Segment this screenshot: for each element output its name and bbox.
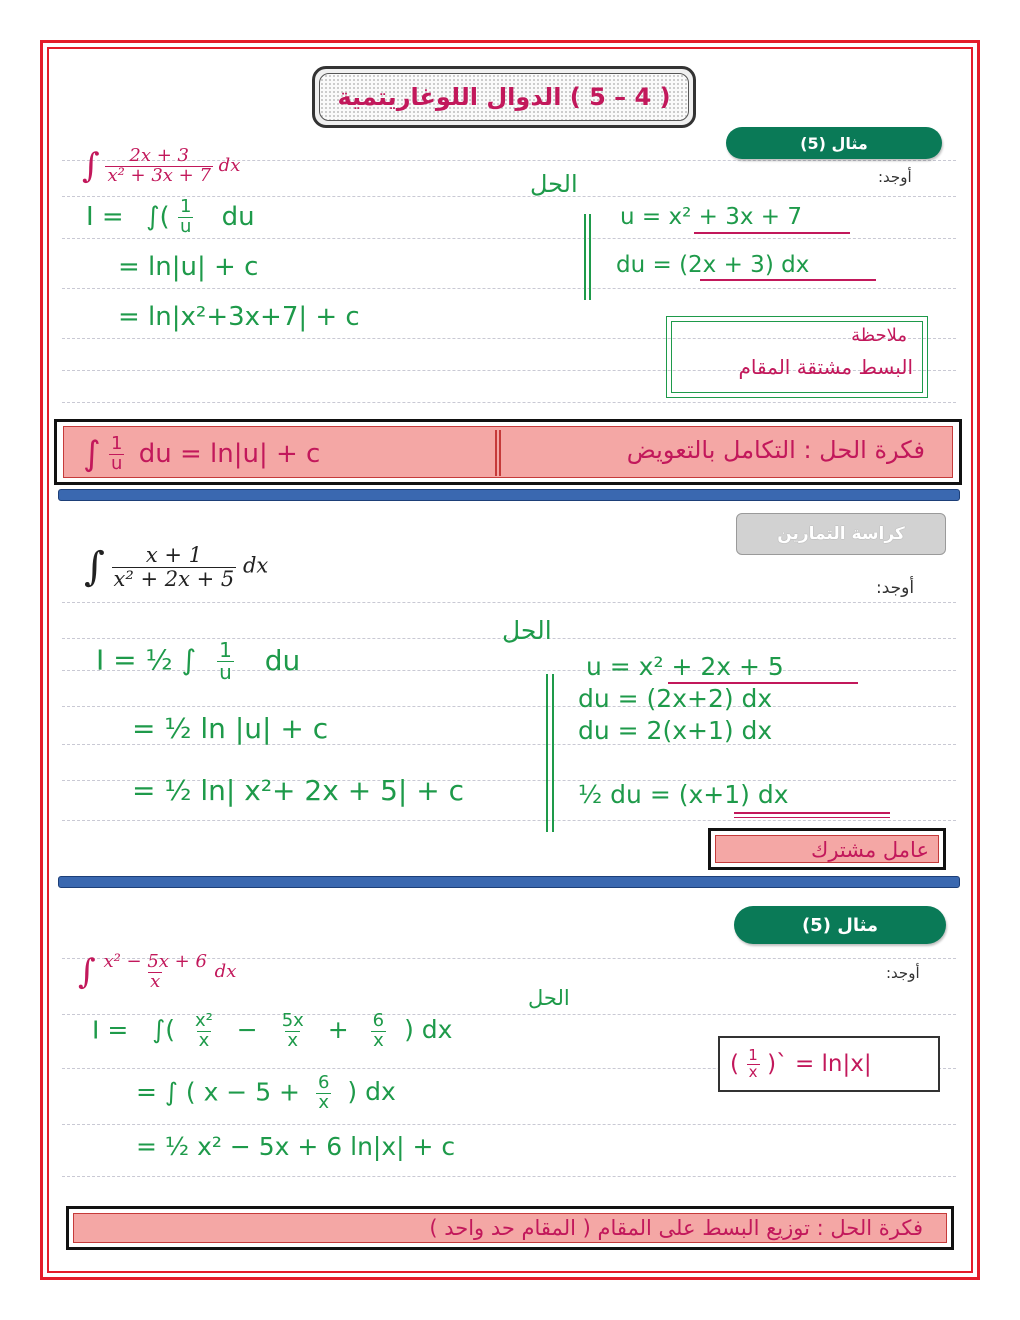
problem-dx: dx: [242, 553, 269, 578]
problem-denominator: x: [150, 970, 161, 992]
idea-label: فكرة الحل : التكامل بالتعويض: [626, 436, 925, 464]
problem-denominator: x² + 3x + 7: [107, 164, 211, 186]
problem-dx: dx: [218, 155, 241, 176]
problem-integral: ∫ $\frac{x + 1}{\text{x² + 2x + 5}}$ dx: [84, 543, 269, 591]
section-separator: [58, 489, 960, 501]
idea-formula: ∫ $\frac{1}{u}$ du = ln|u| + c: [83, 432, 321, 474]
solution-step-3: = ½ ln| x²+ 2x + 5| + c: [132, 774, 464, 807]
solution-step-2: = ∫ ( x − 5 + $\frac{6}{x}$ ) dx: [136, 1072, 396, 1113]
hint-formula: ( $\frac{1}{x}$ )` = ln|x|: [730, 1046, 872, 1081]
solution-label: الحل: [528, 986, 570, 1010]
substitution-line-2: du = (2x + 3) dx: [616, 252, 810, 278]
page-title: ( 4 – 5 ) الدوال اللوغاريتمية: [337, 83, 671, 111]
solution-step-1: I = ½ ∫ $\frac{1}{u}$ du: [96, 638, 301, 684]
section-separator: [58, 876, 960, 888]
solution-step-3: = ln|x²+3x+7| + c: [118, 302, 360, 332]
hint-label: عامل مشترك: [811, 838, 929, 862]
find-label: أوجد:: [878, 168, 912, 186]
problem-integral: ∫ $\frac{2x + 3}{\text{x² + 3x + 7}}$ dx: [82, 144, 241, 186]
solution-step-2: = ln|u| + c: [118, 252, 259, 282]
idea-label: فكرة الحل : توزيع البسط على المقام ( المقام حد واحد ): [429, 1216, 923, 1240]
problem-dx: dx: [214, 961, 237, 982]
solution-label: الحل: [530, 170, 578, 198]
solution-step-3: = ½ x² − 5x + 6 ln|x| + c: [136, 1132, 456, 1161]
solution-step-1: I = ∫( $\frac{1}{u}$ du: [86, 196, 255, 237]
substitution-line-1: u = x² + 3x + 7: [620, 204, 802, 230]
substitution-divider: [584, 214, 591, 300]
example-badge: مثال (5): [734, 906, 946, 944]
substitution-line-3: du = 2(x+1) dx: [578, 716, 773, 745]
solution-label: الحل: [502, 616, 552, 645]
substitution-line-2: du = (2x+2) dx: [578, 684, 773, 713]
example-badge: مثال (5): [726, 127, 942, 159]
find-label: أوجد:: [886, 964, 920, 982]
problem-numerator: x + 1: [145, 543, 202, 568]
note-title: ملاحظة: [851, 325, 907, 346]
note-text: البسط مشتقة المقام: [738, 355, 913, 379]
problem-denominator: x² + 2x + 5: [113, 566, 235, 591]
workbook-badge: كراسة التمارين: [736, 513, 946, 555]
substitution-divider: [546, 674, 554, 832]
title-banner: [312, 66, 696, 128]
problem-integral: ∫ $\frac{\text{x² − 5x + 6}}{x}$ dx: [78, 950, 237, 992]
solution-idea-box: [66, 1206, 954, 1250]
substitution-line-4: ½ du = (x+1) dx: [578, 780, 789, 809]
substitution-line-1: u = x² + 2x + 5: [586, 652, 784, 681]
hint-box: [708, 828, 946, 870]
solution-idea-box: [54, 419, 962, 485]
solution-step-2: = ½ ln |u| + c: [132, 712, 329, 745]
solution-step-1: I = ∫( $\frac{\text{x²}}{x}$ − $\frac{5x}{x}$ + $\frac{6}{x}$ ) dx: [92, 1010, 453, 1051]
problem-numerator: x² − 5x + 6: [103, 950, 207, 972]
problem-numerator: 2x + 3: [129, 144, 189, 166]
hint-box: [718, 1036, 940, 1092]
note-box: [666, 316, 928, 398]
find-label: أوجد:: [876, 578, 915, 598]
